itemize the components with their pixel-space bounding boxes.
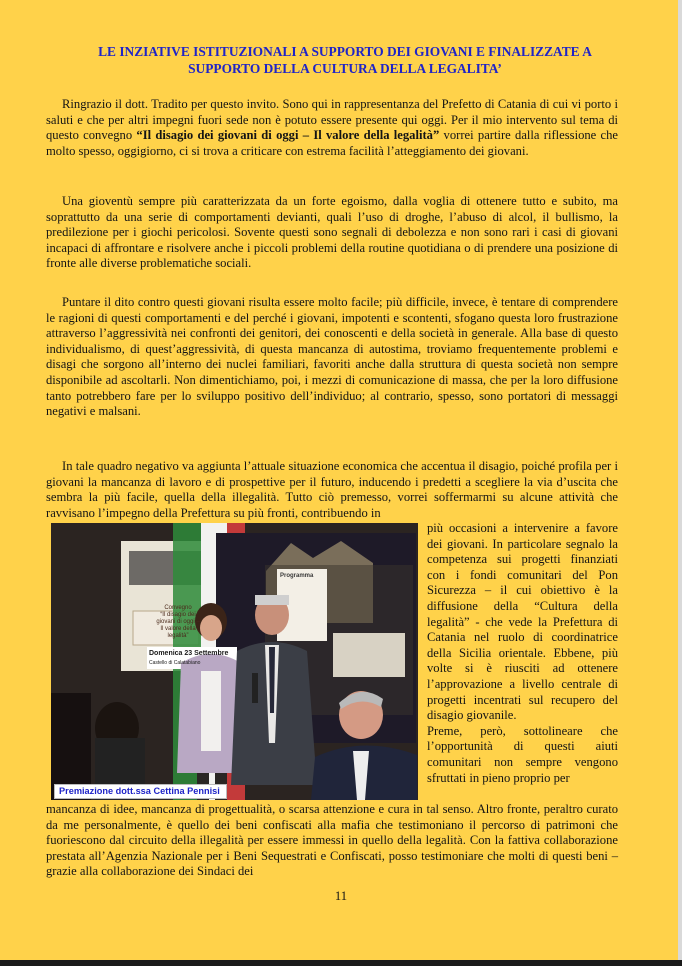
award-photo [51,523,418,800]
page-number: 11 [334,889,348,903]
page-edge [678,0,682,966]
photo-caption: Premiazione dott.ssa Cettina Pennisi [54,784,227,799]
paragraph-wrap-text [427,521,618,786]
paragraph-funds: Preme, però, sottolineare che l’opportunità di questi aiuti comunitari non sempre vengono sfruttati in pieno proprio per [427,723,618,785]
paragraph-economy: In tale quadro negativo va aggiunta l’attuale situazione economica che accentua il disagio, poiché profila per i giovani la mancanza di lavoro e di prospettive per il futuro, inducendo i predetti a scegliere la via d’uscita che sembra la più facile, quella della illegalità. Tutto ciò premesso, vorrei soffermarmi su alcune attività che ravvisano l’impegno della Prefettura su più fronti, contribuendo in [46,459,618,520]
paragraph-confiscated-assets: mancanza di idee, mancanza di progettualità, o scarsa attenzione e cura in tal senso. Altro fronte, peraltro curato da me personalmente, è quello dei beni confiscati alla mafia che testimoniano il percorso di patrimoni che fuoriescono dal circuito della illegalità per essere immessi in quello della legalità. Con la fattiva collaborazione prestata all’Agenzia Nazionale per i Beni Sequestrati e Confiscati, posso testimoniare che molti di questi beni – grazie alla collaborazione dei Sindaci dei [46,802,618,879]
page-bottom-border [0,960,682,966]
poster-place-text: Castello di Calatabiano [149,660,201,666]
poster-title-text: Convegno “Il disagio dei giovani di oggi – Il valore della legalità” [156,605,200,639]
article-title: LE INZIATIVE ISTITUZIONALI A SUPPORTO DEI GIOVANI E FINALIZZATE A SUPPORTO DELLA CULTURA DELLA LEGALITA’ [98,44,592,76]
poster-date-text: Domenica 23 Settembre [149,650,229,657]
poster-program-text: Programma [280,573,314,579]
paragraph-youth: Una gioventù sempre più caratterizzata da un forte egoismo, dalla voglia di ottenere tutto e subito, ma soprattutto da una serie di comportamenti devianti, quali l’uso di droghe, l’abuso di alcol, il bullismo, la predilezione per i giochi pericolosi. Sovente questi sono segnali di debolezza e non sono rari i casi di giovani incapaci di affrontare e risolvere anche i piccoli problemi della routine quotidiana o di prendere una posizione di fronte alle diverse problematiche sociali. [46,194,618,271]
paragraph-intro-text-end: vorrei partire dalla riflessione che molto spesso, oggigiorno, ci si trova a criticare con estrema facilità l’atteggiamento dei giovani. [46,128,619,158]
paragraph-intro [46,97,618,159]
conference-theme: “Il disagio dei giovani di oggi – Il valore della legalità” [136,128,440,143]
paragraph-blame: Puntare il dito contro questi giovani risulta essere molto facile; più difficile, invece, è tentare di comprendere le ragioni di questi comportamenti e del perché i giovani, impotenti e scontenti, sfogano questa loro frustrazione attraverso l’aggressività nei confronti dei genitori, dei conoscenti e della società in generale. Alla base di questo individualismo, di quest’aggressività, di questa mancanza di autostima, troviamo frequentemente problemi e disagi che sorgono all’interno dei nuclei familiari, favoriti anche dalla struttura di questa società non sempre disponibile ad ascoltarli. Non dimentichiamo, poi, i mezzi di comunicazione di massa, che per la loro diffusione tanto potrebbero fare per lo sviluppo positivo dell’individuo; al contrario, spesso, sono portatori di messaggi negativi e malsani. [46,295,618,419]
paragraph-projects: più occasioni a intervenire a favore dei giovani. In particolare segnalo la competenza sui progetti finanziati con i fondi comunitari del Pon Sicurezza – il cui obiettivo è la diffusione della “Cultura della legalità” - che vede la Prefettura di Catania nel ruolo di coordinatrice della Sicilia orientale. Ebbene, più volte si è riusciti ad ottenere l’approvazione a livello centrale di progetti incentrati sul recupero del disagio giovanile. [427,521,618,723]
paragraph-intro-text: Ringrazio il dott. Tradito per questo invito. Sono qui in rappresentanza del Prefetto di Catania di cui vi porto i saluti e che per altri impegni fuori sede non è potuto essere presente qui oggi. Per il mio intervento sul tema di questo convegno [46,97,618,143]
